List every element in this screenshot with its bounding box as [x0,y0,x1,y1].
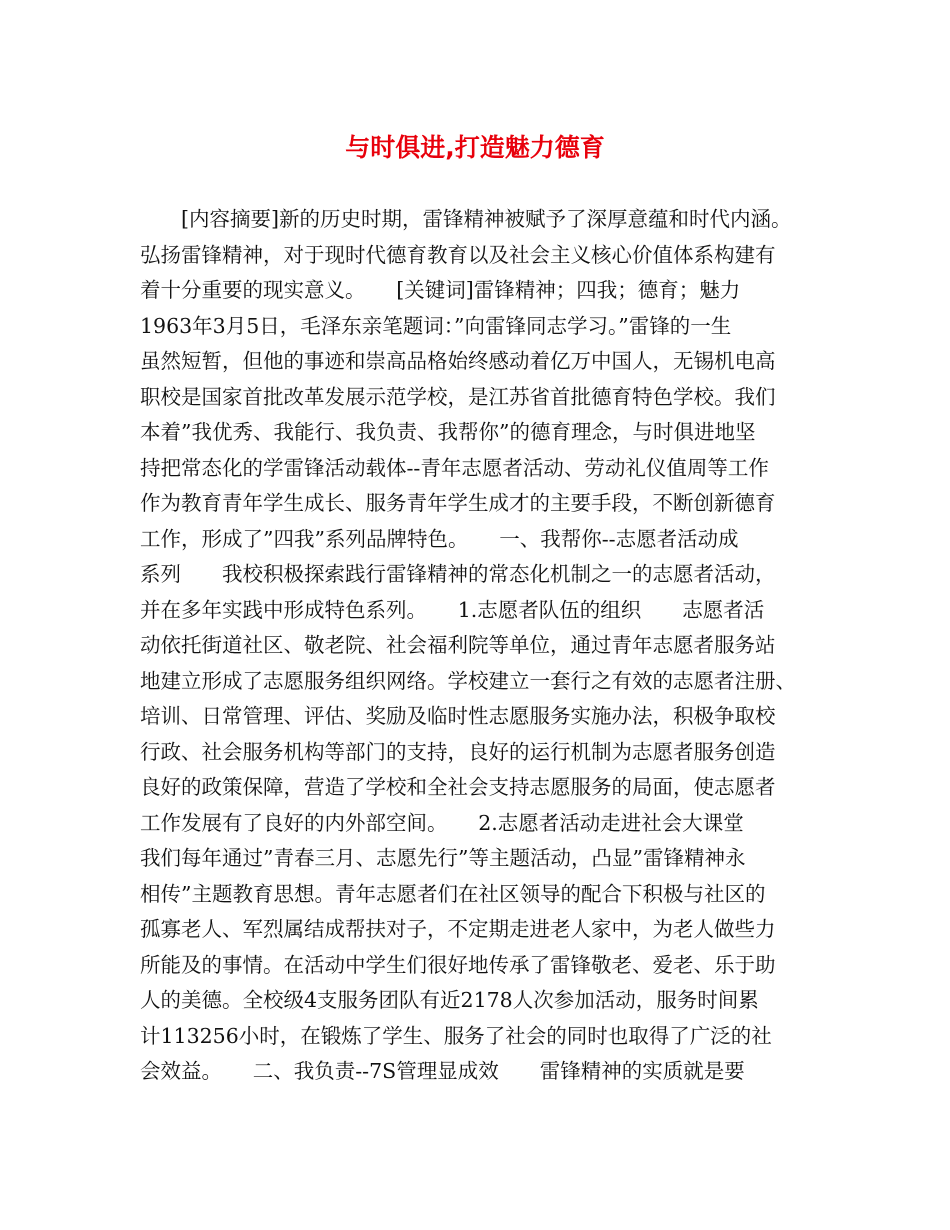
document-body [140,202,840,1090]
body-line: 系列 我校积极探索践行雷锋精神的常态化机制之一的志愿者活动， [140,562,776,586]
body-line: 1963年3月5日，毛泽东亲笔题词：”向雷锋同志学习。”雷锋的一生 [140,313,732,338]
body-line: 相传”主题教育思想。青年志愿者们在社区领导的配合下积极与社区的 [140,881,766,906]
body-line: 良好的政策保障，营造了学校和全社会支持志愿服务的局面，使志愿者 [140,775,776,799]
body-line: 人的美德。全校级4支服务团队有近2178人次参加活动，服务时间累 [140,988,759,1012]
document-title: 与时俱进,打造魅力德育 [345,133,605,162]
body-line: 会效益。 二、我负责--7S管理显成效 雷锋精神的实质就是要 [140,1059,745,1083]
body-line: [内容摘要]新的历史时期，雷锋精神被赋予了深厚意蕴和时代内涵。 [140,207,792,231]
body-line: 地建立形成了志愿服务组织网络。学校建立一套行之有效的志愿者注册、 [140,668,796,693]
body-line: 本着”我优秀、我能行、我负责、我帮你”的德育理念，与时俱进地坚 [140,420,756,444]
body-line: 工作发展有了良好的内外部空间。 2.志愿者活动走进社会大课堂 [140,810,785,835]
body-line: 着十分重要的现实意义。 [关键词]雷锋精神；四我；德育；魅力 [140,278,782,302]
body-line: 工作，形成了”四我”系列品牌特色。 一、我帮你--志愿者活动成 [140,526,739,551]
body-line: 我们每年通过”青春三月、志愿先行”等主题活动，凸显”雷锋精神永 [140,846,746,870]
body-line: 孤寡老人、军烈属结成帮扶对子，不定期走进老人家中，为老人做些力 [140,917,776,941]
body-line: 作为教育青年学生成长、服务青年学生成才的主要手段，不断创新德育 [140,491,776,515]
body-line: 弘扬雷锋精神，对于现时代德育教育以及社会主义核心价值体系构建有 [140,242,776,267]
body-line: 虽然短暂，但他的事迹和崇高品格始终感动着亿万中国人，无锡机电高 [140,349,776,373]
body-line: 计113256小时，在锻炼了学生、服务了社会的同时也取得了广泛的社 [140,1023,772,1048]
body-line: 动依托街道社区、敬老院、社会福利院等单位，通过青年志愿者服务站 [140,633,776,657]
body-line: 职校是国家首批改革发展示范学校，是江苏省首批德育特色学校。我们 [140,384,776,409]
body-line: 持把常态化的学雷锋活动载体--青年志愿者活动、劳动礼仪值周等工作 [140,455,769,480]
body-line: 行政、社会服务机构等部门的支持，良好的运行机制为志愿者服务创造 [140,739,776,764]
body-line: 并在多年实践中形成特色系列。 1.志愿者队伍的组织 志愿者活 [140,597,765,622]
body-line: 所能及的事情。在活动中学生们很好地传承了雷锋敬老、爱老、乐于助 [140,952,776,977]
body-line: 培训、日常管理、评估、奖励及临时性志愿服务实施办法，积极争取校 [140,704,776,728]
